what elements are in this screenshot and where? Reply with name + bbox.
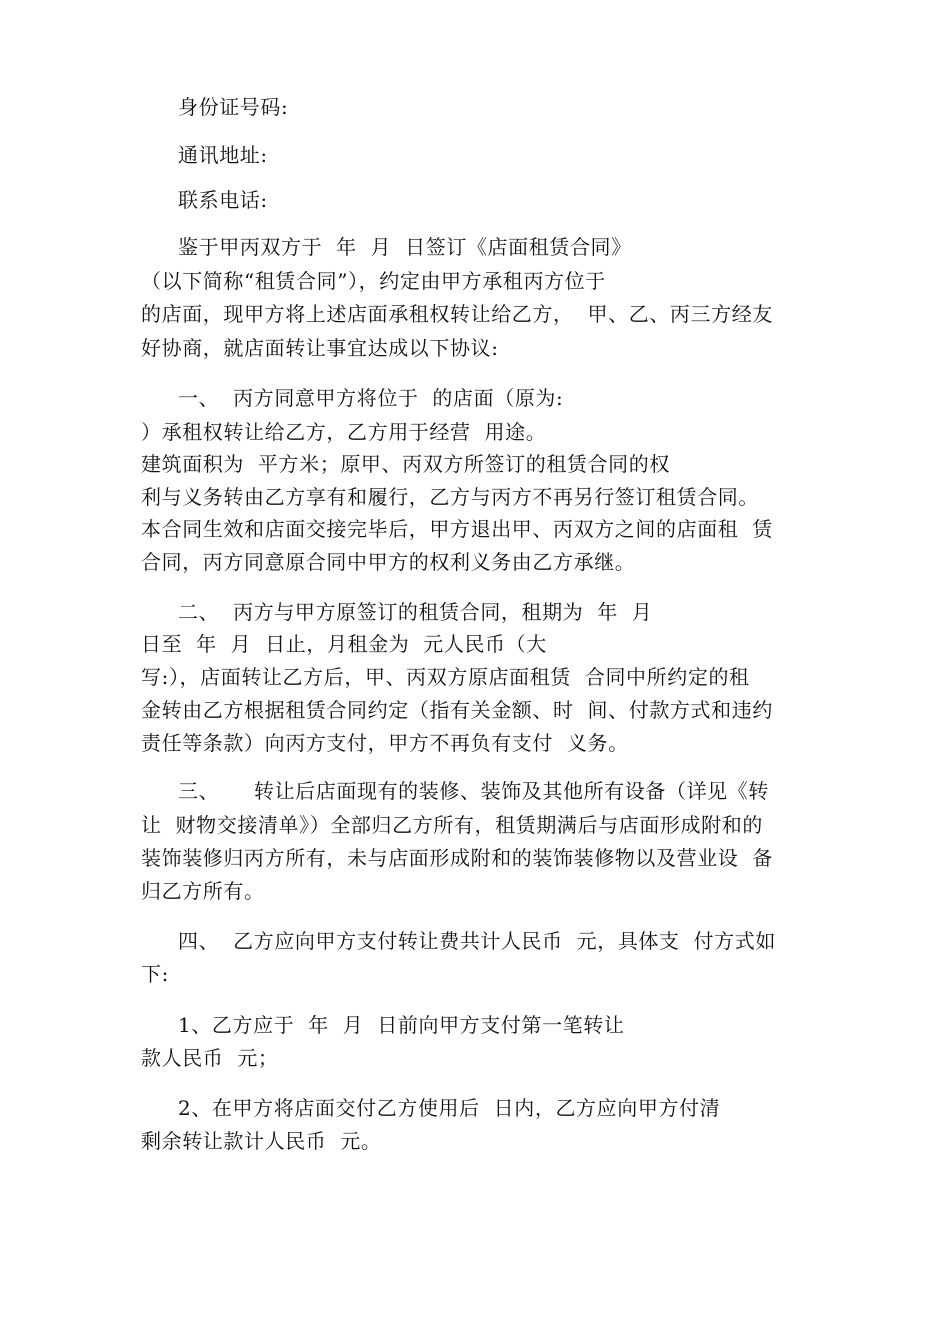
- clause-2-line: 日至 年 月 日止，月租金为 元人民币（大: [141, 632, 547, 656]
- preamble-line: 好协商，就店面转让事宜达成以下协议:: [141, 336, 499, 360]
- phone-label: 联系电话:: [178, 188, 268, 212]
- clause-2-line: 写:），店面转让乙方后，甲、丙双方原店面租赁 合同中所约定的租: [141, 665, 750, 689]
- clause-2-line: 二、 丙方与甲方原签订的租赁合同，租期为 年 月: [178, 600, 653, 624]
- clause-2-line: 金转由乙方根据租赁合同约定（指有关金额、时 间、付款方式和违约: [141, 698, 773, 722]
- payment-item-1-line: 1、乙方应于 年 月 日前向甲方支付第一笔转让: [178, 1013, 625, 1037]
- preamble-line: （以下简称“租赁合同”），约定由甲方承租丙方位于: [141, 269, 606, 293]
- payment-item-2-line: 2、在甲方将店面交付乙方使用后 日内，乙方应向甲方付清: [178, 1096, 721, 1120]
- preamble-line: 鉴于甲丙双方于 年 月 日签订《店面租赁合同》: [178, 235, 632, 259]
- payment-item-2-line: 剩余转让款计人民币 元。: [141, 1129, 382, 1153]
- id-number-label: 身份证号码:: [178, 95, 289, 119]
- clause-3-line: 归乙方所有。: [141, 879, 265, 903]
- clause-2-line: 责任等条款）向丙方支付，甲方不再负有支付 义务。: [141, 731, 629, 755]
- preamble-line: 的店面，现甲方将上述店面承租权转让给乙方， 甲、乙、丙三方经友: [141, 302, 773, 326]
- clause-1-line: 合同，丙方同意原合同中甲方的权利义务由乙方承继。: [141, 550, 636, 574]
- clause-4-line: 四、 乙方应向甲方支付转让费共计人民币 元，具体支 付方式如: [178, 929, 776, 953]
- clause-1-line: ）承租权转让给乙方，乙方用于经营 用途。: [141, 420, 547, 444]
- address-label: 通讯地址:: [178, 143, 268, 167]
- clause-1-line: 一、 丙方同意甲方将位于 的店面（原为:: [178, 386, 564, 410]
- clause-3-line: 让 财物交接清单》）全部归乙方所有，租赁期满后与店面形成附和的: [141, 813, 763, 837]
- clause-4-line: 下:: [141, 962, 169, 986]
- clause-1-line: 建筑面积为 平方米；原甲、丙双方所签订的租赁合同的权: [141, 452, 670, 476]
- clause-3-line: 装饰装修归丙方所有，未与店面形成附和的装饰装修物以及营业设 备: [141, 846, 773, 870]
- clause-1-line: 本合同生效和店面交接完毕后，甲方退出甲、丙双方之间的店面租 赁: [141, 517, 773, 541]
- clause-1-line: 利与义务转由乙方享有和履行，乙方与丙方不再另行签订租赁合同。: [141, 485, 759, 509]
- payment-item-1-line: 款人民币 元；: [141, 1046, 279, 1070]
- clause-3-line: 三、 转让后店面现有的装修、装饰及其他所有设备（详见《转: [178, 779, 769, 803]
